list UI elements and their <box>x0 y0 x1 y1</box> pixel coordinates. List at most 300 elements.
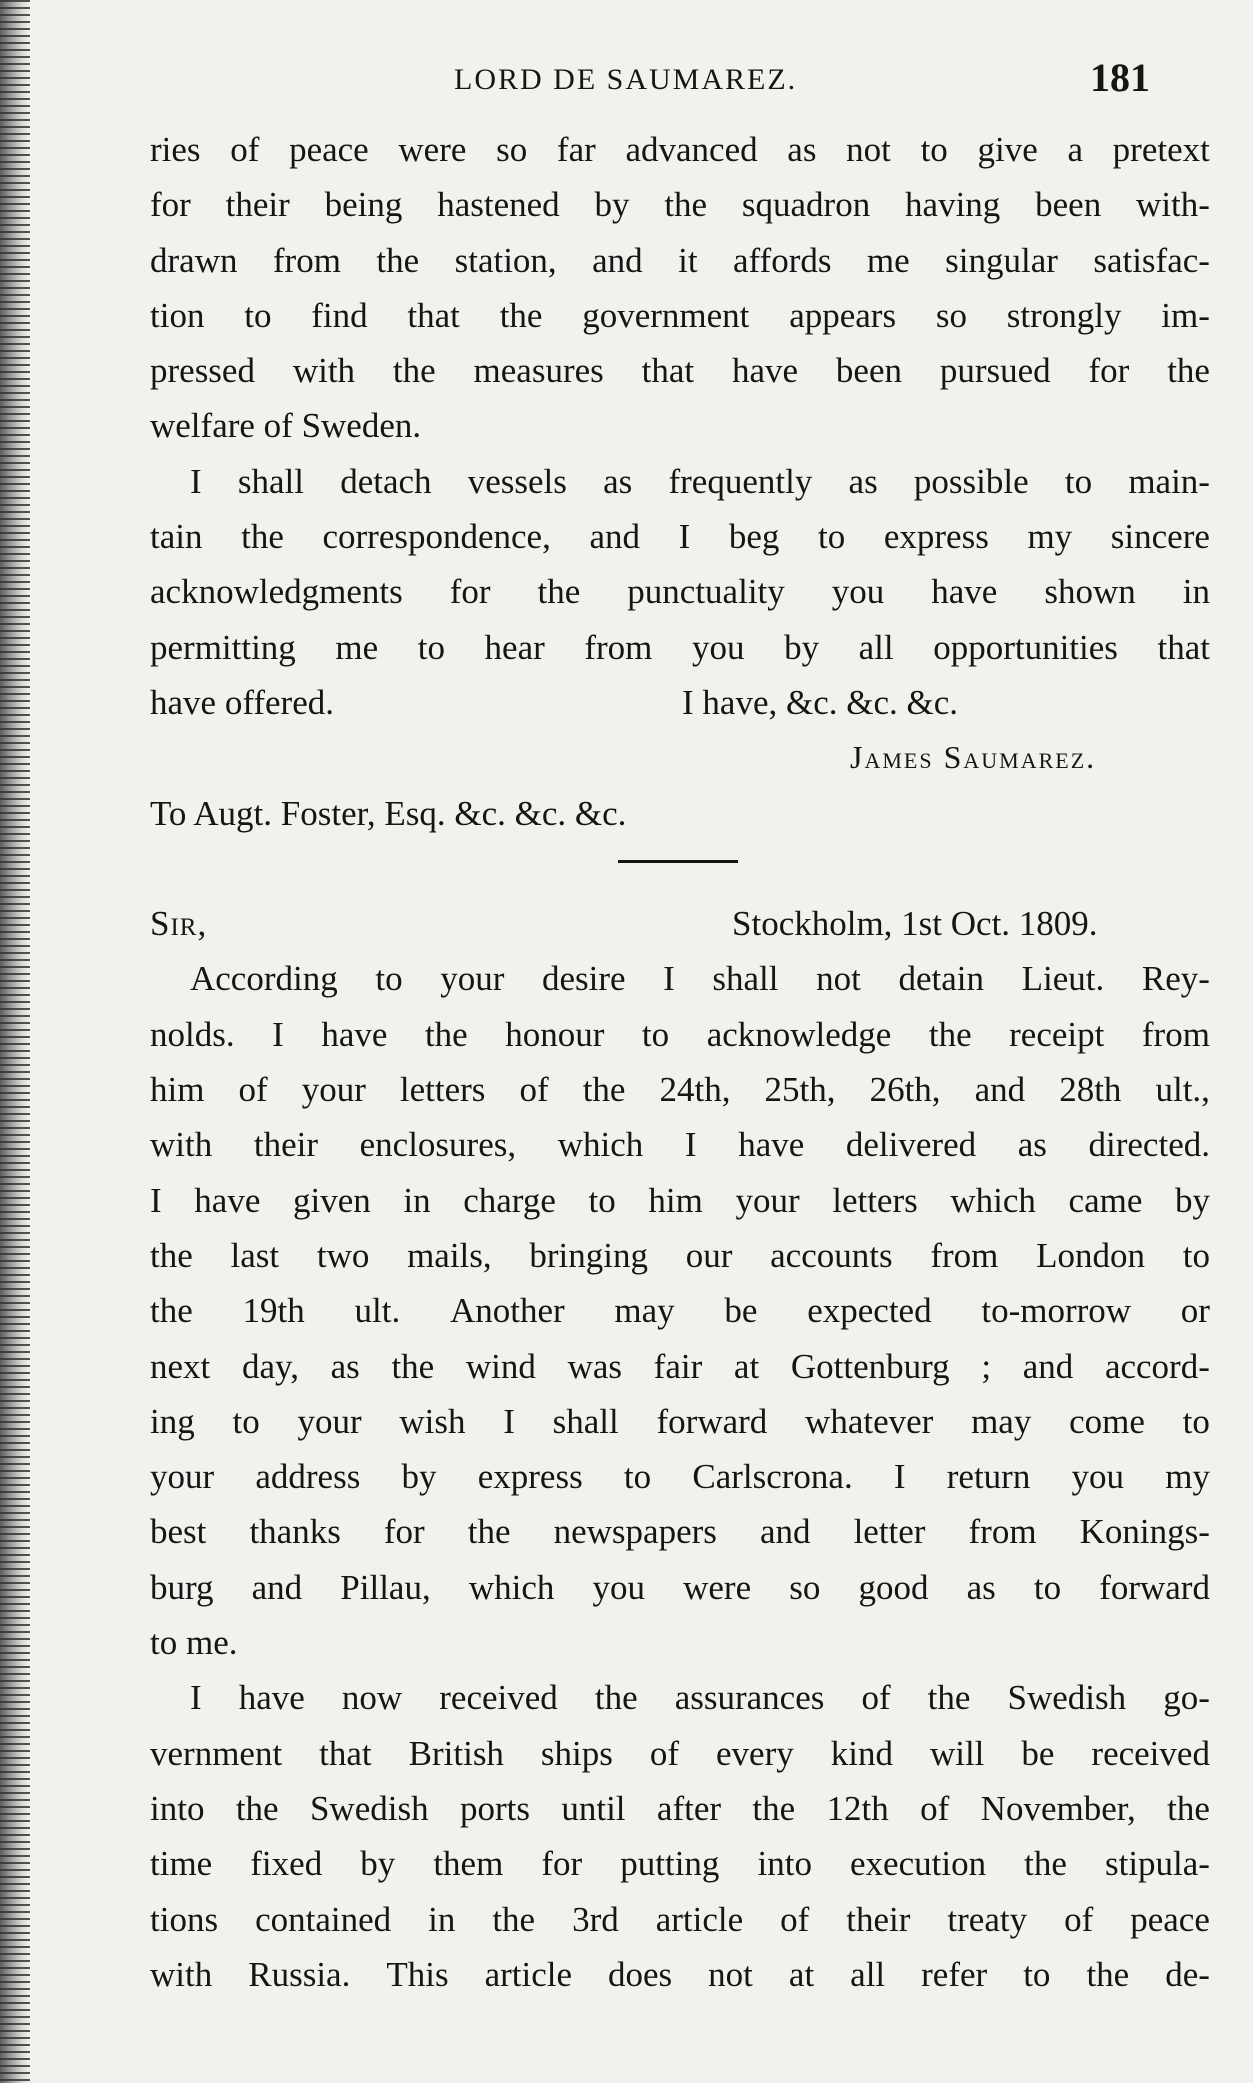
word: permitting <box>150 627 296 667</box>
text-line <box>150 1007 1210 1062</box>
word: Rey- <box>1141 959 1210 999</box>
book-spine-shadow <box>0 0 30 2083</box>
word: singular <box>945 240 1058 280</box>
word: ports <box>459 1788 530 1828</box>
word: hear <box>484 627 545 667</box>
word: you <box>691 627 745 667</box>
word: im- <box>1161 295 1210 335</box>
word: ing <box>150 1401 195 1441</box>
running-title: LORD DE SAUMAREZ. <box>454 63 798 96</box>
word: Konings- <box>1079 1512 1210 1552</box>
word: good <box>858 1567 929 1607</box>
word: him <box>648 1180 703 1220</box>
word: November, <box>980 1788 1136 1828</box>
word: forward <box>1099 1567 1210 1607</box>
word: best <box>150 1512 207 1552</box>
word: express <box>883 517 989 557</box>
addressee: To Augt. Foster, Esq. &c. &c. &c. <box>150 793 627 833</box>
word: from <box>584 627 653 667</box>
word: pursued <box>939 351 1051 391</box>
word: you <box>592 1567 645 1607</box>
word: pressed <box>150 351 255 391</box>
word: letter <box>853 1512 926 1552</box>
word: for <box>1088 351 1130 391</box>
text-line <box>150 1504 1210 1559</box>
text-line <box>150 398 1210 453</box>
word: appears <box>789 295 897 335</box>
word: Pillau, <box>340 1567 431 1607</box>
text-line <box>150 1339 1210 1394</box>
word: ult. <box>354 1291 401 1331</box>
word: as <box>603 461 633 501</box>
word: the <box>927 1678 971 1718</box>
word: possible <box>913 461 1029 501</box>
text-line <box>150 288 1210 343</box>
word: by <box>1175 1180 1210 1220</box>
text-line <box>150 1726 1210 1781</box>
word: frequently <box>668 461 813 501</box>
word: for <box>449 572 491 612</box>
text-line <box>150 1781 1210 1836</box>
word: the <box>492 1899 536 1939</box>
text-line <box>150 1283 1210 1338</box>
word: so <box>789 1567 821 1607</box>
word: shall <box>552 1401 619 1441</box>
word: for <box>541 1844 583 1884</box>
word: 28th <box>1059 1070 1122 1110</box>
word: to <box>1182 1401 1210 1441</box>
word: to <box>641 1014 670 1054</box>
word: and <box>589 517 640 557</box>
word: opportunities <box>933 627 1118 667</box>
word: to <box>1033 1567 1062 1607</box>
word: tion <box>150 295 205 335</box>
word: letters <box>832 1180 918 1220</box>
word: that <box>407 295 460 335</box>
word: bringing <box>529 1235 648 1275</box>
word: receipt <box>1009 1014 1105 1054</box>
word: I <box>190 1678 202 1718</box>
word: of <box>920 1788 950 1828</box>
word: in <box>403 1180 431 1220</box>
word: with <box>292 351 356 391</box>
closing-text: have offered. <box>150 682 334 722</box>
text-line <box>150 177 1210 232</box>
word: expected <box>807 1291 932 1331</box>
word: by <box>594 185 630 225</box>
word: accord- <box>1104 1346 1210 1386</box>
word: Gottenburg <box>790 1346 950 1386</box>
word: forward <box>656 1401 768 1441</box>
text-line <box>150 1062 1210 1117</box>
word: find <box>311 295 368 335</box>
word: and <box>251 1567 303 1607</box>
word: stipula- <box>1104 1844 1210 1884</box>
word: received <box>439 1678 558 1718</box>
word: the <box>424 1014 468 1054</box>
section-divider-line <box>150 841 1210 896</box>
word: been <box>835 351 902 391</box>
word: desire <box>541 959 626 999</box>
word: of <box>519 1070 549 1110</box>
word: the <box>1086 1954 1130 1994</box>
word: from <box>930 1235 999 1275</box>
word: the <box>467 1512 511 1552</box>
word: London <box>1036 1235 1145 1275</box>
text-line <box>150 1836 1210 1891</box>
word: be <box>1021 1733 1055 1773</box>
letter-one <box>150 122 1210 841</box>
word: that <box>641 351 695 391</box>
word: your <box>735 1180 800 1220</box>
word: having <box>905 185 1001 225</box>
word: that <box>319 1733 372 1773</box>
word: came <box>1068 1180 1143 1220</box>
word: detain <box>898 959 984 999</box>
word: me <box>866 240 910 280</box>
word: acknowledgments <box>150 572 403 612</box>
word: have <box>931 572 998 612</box>
word: I <box>678 517 691 557</box>
word: in <box>428 1899 456 1939</box>
word: vernment <box>150 1733 283 1773</box>
text-line <box>150 343 1210 398</box>
word: ult., <box>1155 1070 1210 1110</box>
word: British <box>408 1733 504 1773</box>
word: Swedish <box>1007 1678 1127 1718</box>
text-line <box>150 1892 1210 1947</box>
word: by <box>360 1844 396 1884</box>
page-number: 181 <box>1090 55 1150 100</box>
word: mails, <box>407 1235 492 1275</box>
word: station, <box>454 240 557 280</box>
text-line <box>150 1228 1210 1283</box>
addressee-line <box>150 786 1210 841</box>
word: Swedish <box>309 1788 429 1828</box>
word: the <box>150 1235 193 1275</box>
book-page <box>150 55 1210 2002</box>
word: I <box>684 1125 697 1165</box>
word: be <box>724 1291 758 1331</box>
signature: James Saumarez. <box>850 739 1097 776</box>
text-line <box>150 1394 1210 1449</box>
word: as <box>787 130 817 169</box>
word: main- <box>1128 461 1210 501</box>
place-date: Stockholm, 1st Oct. 1809. <box>732 904 1098 944</box>
word: peace <box>1130 1899 1210 1939</box>
word: him <box>150 1070 205 1110</box>
word: have <box>194 1180 261 1220</box>
word: not <box>816 959 861 999</box>
word: day, <box>241 1346 299 1386</box>
word: as <box>966 1567 996 1607</box>
letter-two <box>150 896 1210 2002</box>
word: the <box>1167 351 1210 391</box>
word: fixed <box>250 1844 323 1884</box>
word: tions <box>150 1899 219 1939</box>
word: squadron <box>741 185 871 225</box>
word: go- <box>1163 1678 1210 1718</box>
word: correspondence, <box>322 517 551 557</box>
word: to <box>244 295 272 335</box>
word: the <box>235 1788 279 1828</box>
word: This <box>386 1954 449 1994</box>
word: every <box>716 1733 794 1773</box>
word: will <box>929 1733 985 1773</box>
word: the <box>1024 1844 1067 1884</box>
word: at <box>788 1954 815 1994</box>
word: return <box>946 1457 1031 1497</box>
word: have <box>731 351 799 391</box>
word: nolds. <box>150 1014 235 1054</box>
word: According <box>190 959 338 999</box>
word: shall <box>712 959 779 999</box>
word: far <box>556 130 596 169</box>
word: so <box>496 130 528 169</box>
word: the <box>376 240 420 280</box>
word: at <box>733 1346 760 1386</box>
word: government <box>582 295 750 335</box>
word: article <box>655 1899 744 1939</box>
word: was <box>567 1346 622 1386</box>
word: 3rd <box>572 1899 619 1939</box>
word: tain <box>150 517 203 557</box>
word: by <box>401 1457 437 1497</box>
word: Russia. <box>248 1954 351 1994</box>
word: from <box>1141 1014 1210 1054</box>
word: honour <box>505 1014 605 1054</box>
word: the <box>537 572 581 612</box>
text-line <box>150 122 1210 177</box>
word: punctuality <box>627 572 785 612</box>
word: that <box>1157 627 1210 667</box>
salutation: Sir, <box>150 904 208 944</box>
word: affords <box>732 240 832 280</box>
text-line <box>190 1670 1210 1725</box>
word: you <box>1071 1457 1125 1497</box>
word: a <box>1067 130 1083 169</box>
word: all <box>858 627 894 667</box>
word: my <box>1027 517 1073 557</box>
word: 26th, <box>869 1070 941 1110</box>
word: have <box>238 1678 305 1718</box>
word: of <box>780 1899 810 1939</box>
complimentary-close: I have, &c. &c. &c. <box>682 682 959 722</box>
word: of <box>649 1733 680 1773</box>
word: the <box>150 1291 193 1331</box>
word: your <box>297 1401 362 1441</box>
word: de- <box>1165 1954 1210 1994</box>
text-line <box>150 620 1210 675</box>
word: advanced <box>625 130 758 169</box>
word: sincere <box>1110 517 1210 557</box>
word: to <box>818 517 846 557</box>
word: assurances <box>674 1678 825 1718</box>
word: does <box>608 1954 673 1994</box>
word: to <box>417 627 445 667</box>
text-line <box>150 1117 1210 1172</box>
word: of <box>230 130 260 169</box>
word: drawn <box>150 240 238 280</box>
word: or <box>1180 1291 1210 1331</box>
word: next <box>150 1346 211 1386</box>
word: not <box>846 130 891 169</box>
word: our <box>685 1235 733 1275</box>
word: vessels <box>467 461 567 501</box>
word: them <box>433 1844 504 1884</box>
word: until <box>561 1788 626 1828</box>
word: may <box>971 1401 1032 1441</box>
word: charge <box>463 1180 556 1220</box>
word: burg <box>150 1567 214 1607</box>
word: have <box>321 1014 388 1054</box>
word: your <box>440 959 505 999</box>
word: ships <box>540 1733 613 1773</box>
word: I <box>663 959 675 999</box>
word: which <box>950 1180 1036 1220</box>
word: accounts <box>770 1235 893 1275</box>
word: may <box>614 1291 675 1331</box>
word: measures <box>473 351 604 391</box>
word: to <box>1182 1235 1210 1275</box>
word: delivered <box>845 1125 977 1165</box>
word: by <box>784 627 820 667</box>
word: 24th, <box>659 1070 731 1110</box>
word: time <box>150 1844 213 1884</box>
word: 25th, <box>764 1070 836 1110</box>
word: treaty <box>947 1899 1028 1939</box>
word: from <box>968 1512 1037 1552</box>
letter-one-paragraph-one <box>150 122 1210 454</box>
word: enclosures, <box>359 1125 517 1165</box>
word: pretext <box>1112 130 1210 169</box>
word: their <box>253 1125 318 1165</box>
word: to <box>1023 1954 1051 1994</box>
word: which <box>557 1125 644 1165</box>
word: I <box>272 1014 284 1054</box>
word: which <box>468 1567 555 1607</box>
word: putting <box>620 1844 720 1884</box>
word: last <box>230 1235 280 1275</box>
text-line <box>150 233 1210 288</box>
word: to me. <box>150 1623 238 1663</box>
word: to <box>920 130 948 169</box>
word: were <box>398 130 467 169</box>
word: to <box>375 959 403 999</box>
word: the <box>499 295 543 335</box>
word: the <box>582 1070 626 1110</box>
word: whatever <box>805 1401 934 1441</box>
word: your <box>150 1457 215 1497</box>
word: fair <box>653 1346 703 1386</box>
text-line <box>150 1560 1210 1615</box>
word: shown <box>1044 572 1136 612</box>
word: ; <box>981 1346 992 1386</box>
word: for <box>150 185 191 225</box>
text-line <box>150 1947 1210 2002</box>
word: newspapers <box>553 1512 717 1552</box>
word: as <box>1017 1125 1047 1165</box>
word: now <box>341 1678 403 1718</box>
word: to <box>232 1401 260 1441</box>
word: execution <box>850 1844 987 1884</box>
word: for <box>383 1512 425 1552</box>
word: beg <box>728 517 780 557</box>
signature-line <box>150 730 1210 785</box>
word: give <box>977 130 1038 169</box>
word: express <box>477 1457 583 1497</box>
word: not <box>708 1954 753 1994</box>
dateline <box>150 896 1210 951</box>
text-line <box>150 564 1210 619</box>
text-line <box>150 509 1210 564</box>
word: acknowledge <box>706 1014 892 1054</box>
word: you <box>831 572 885 612</box>
word: their <box>846 1899 911 1939</box>
word: ries <box>150 130 201 169</box>
word: with- <box>1136 185 1210 225</box>
word: I <box>150 1180 162 1220</box>
word: to <box>1064 461 1093 501</box>
word: the <box>241 517 284 557</box>
word: contained <box>255 1899 392 1939</box>
word: the <box>392 351 436 391</box>
word: to <box>588 1180 616 1220</box>
word: my <box>1165 1457 1210 1497</box>
word: wish <box>399 1401 466 1441</box>
word: strongly <box>1006 295 1122 335</box>
word: it <box>678 240 698 280</box>
running-header <box>150 55 1210 108</box>
closing-line <box>150 675 1210 730</box>
word: to-morrow <box>981 1291 1132 1331</box>
text-line <box>150 1173 1210 1228</box>
word: the <box>1167 1788 1210 1828</box>
word: shall <box>237 461 304 501</box>
word: the <box>752 1788 796 1828</box>
word: with <box>150 1954 213 1994</box>
word: 12th <box>826 1788 889 1828</box>
word: given <box>292 1180 371 1220</box>
word: Another <box>449 1291 565 1331</box>
text-line <box>190 951 1210 1006</box>
word: letters <box>399 1070 486 1110</box>
word: into <box>757 1844 812 1884</box>
word: kind <box>830 1733 893 1773</box>
word: as <box>848 461 878 501</box>
word: and <box>1022 1346 1074 1386</box>
word: of <box>1064 1899 1094 1939</box>
word: directed. <box>1088 1125 1210 1165</box>
word: hastened <box>437 185 560 225</box>
word: satisfac- <box>1093 240 1210 280</box>
word: me <box>335 627 379 667</box>
word: Lieut. <box>1021 959 1105 999</box>
word: and <box>974 1070 1026 1110</box>
word: the <box>594 1678 638 1718</box>
word: I <box>893 1457 906 1497</box>
word: their <box>225 185 290 225</box>
word: were <box>683 1567 752 1607</box>
word: I <box>503 1401 515 1441</box>
letter-one-paragraph-two <box>150 454 1210 841</box>
word: to <box>623 1457 652 1497</box>
word: the <box>664 185 708 225</box>
word: your <box>301 1070 366 1110</box>
word: the <box>391 1346 435 1386</box>
word: of <box>861 1678 891 1718</box>
text-line <box>150 1449 1210 1504</box>
